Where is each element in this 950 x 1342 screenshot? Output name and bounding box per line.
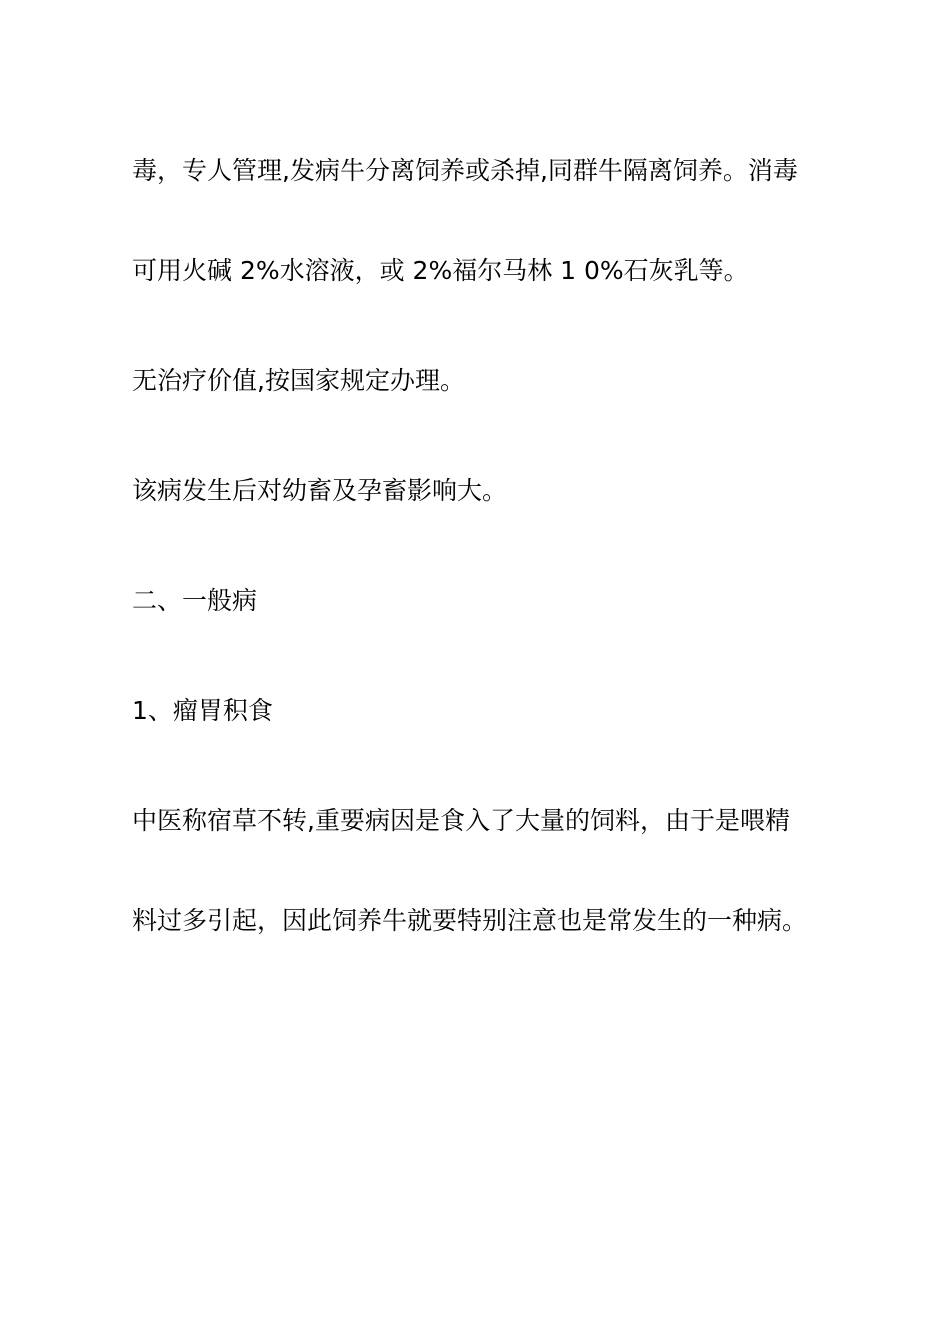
- paragraph-line-3: 无治疗价值,按国家规定办理。: [132, 366, 465, 395]
- paragraph-line-6: 料过多引起，因此饲养牛就要特别注意也是常发生的一种病。: [132, 906, 808, 935]
- paragraph-line-5: 中医称宿草不转,重要病因是食入了大量的饲料，由于是喂精: [132, 806, 790, 835]
- paragraph-line-1: 毒，专人管理,发病牛分离饲养或杀掉,同群牛隔离饲养。消毒: [132, 156, 798, 185]
- section-heading: 二、一般病: [132, 586, 258, 615]
- subsection-heading: 1、瘤胃积食: [132, 696, 273, 725]
- paragraph-line-4: 该病发生后对幼畜及孕畜影响大。: [132, 476, 508, 505]
- paragraph-line-2: 可用火碱 2%水溶液，或 2%福尔马林 1 0%石灰乳等。: [132, 256, 749, 285]
